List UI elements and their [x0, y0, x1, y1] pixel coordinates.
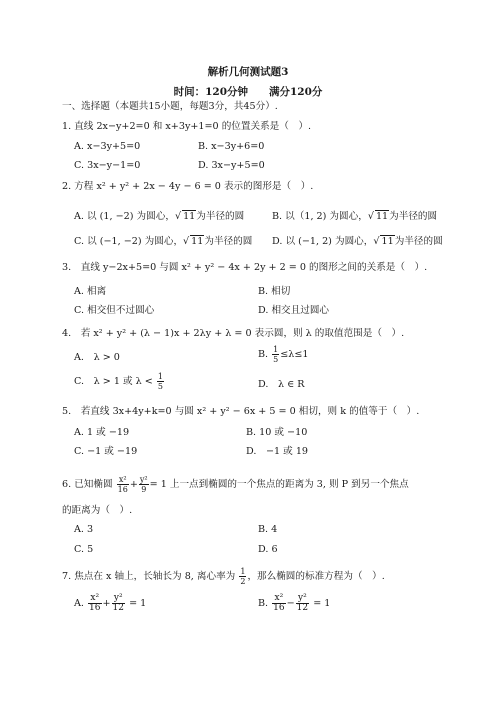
q3-option-c: C. 相交但不过圆心 — [74, 305, 155, 316]
q6-option-b: B. 4 — [258, 524, 278, 535]
q7-b-rhs: = 1 — [313, 598, 331, 609]
q7-option-a — [74, 594, 146, 613]
q2-b-radicand: 11 — [375, 211, 389, 222]
q7-a-d2: 12 — [112, 603, 124, 613]
q4-b-fraction — [272, 345, 279, 364]
q7-eccentricity — [239, 567, 246, 586]
q2-option-d — [272, 235, 443, 248]
sqrt-icon: √ 11 — [174, 211, 196, 222]
doc-title: 解析几何测试题3 — [207, 66, 289, 78]
q4-c-den: 5 — [157, 382, 163, 391]
q4-b-num: 1 — [273, 345, 279, 354]
q4-option-d: D. λ ∈ R — [258, 379, 305, 390]
q2-c-radicand: 11 — [191, 236, 204, 247]
doc-subtitle: 时间：120分钟 满分120分 — [173, 86, 323, 98]
q7-b-d2: 12 — [296, 603, 309, 613]
q2-option-a — [74, 210, 244, 223]
q6-f2-den: 9 — [141, 485, 147, 494]
q2-b-suffix: 为半径的圆 — [389, 211, 438, 222]
q1-option-b: B. x−3y+6=0 — [198, 141, 265, 152]
q4-b-den: 5 — [273, 355, 279, 364]
q1-option-c: C. 3x−y−1=0 — [74, 160, 141, 171]
q5-option-d: D. −1 或 19 — [246, 446, 309, 457]
q7-e-num: 1 — [240, 567, 246, 576]
q2-d-radicand: 11 — [381, 236, 394, 247]
q5-option-a: A. 1 或 −19 — [74, 427, 130, 438]
q3-stem: 3. 直线 y−2x+5=0 与圆 x² + y² − 4x + 2y + 2 = 0 的图形之间的关系是（ ）. — [62, 262, 428, 273]
q7-suffix: ，那么椭圆的标准方程为（ ）. — [247, 571, 385, 582]
q6-fraction-y — [139, 475, 149, 494]
q2-a-suffix: 为半径的圆 — [196, 211, 245, 222]
q6-fraction-x — [117, 475, 129, 494]
q6-option-c: C. 5 — [74, 544, 94, 555]
q1-stem: 1. 直线 2x−y+2=0 和 x+3y+1=0 的位置关系是（ ）. — [62, 121, 312, 132]
q7-a-frac-x — [88, 594, 101, 613]
q7-a-rhs: = 1 — [129, 598, 147, 609]
sqrt-icon: √ 11 — [183, 236, 204, 247]
q7-b-frac-x — [272, 594, 285, 613]
q2-option-c — [74, 235, 252, 248]
q6-plus: + — [129, 479, 138, 490]
q4-b-label: B. — [258, 349, 269, 360]
q6-continuation: 的距离为（ ）. — [62, 505, 133, 516]
q7-b-n2: y² — [296, 594, 309, 604]
q5-option-b: B. 10 或 −10 — [246, 427, 308, 438]
q3-option-b: B. 相切 — [258, 286, 291, 297]
q1-option-d: D. 3x−y+5=0 — [198, 160, 265, 171]
q6-prefix: 6. 已知椭圆 — [62, 479, 113, 490]
q2-c-text: C. 以 (−1, −2) 为圆心， — [74, 236, 184, 247]
q2-d-suffix: 为半径的圆 — [394, 236, 443, 247]
q7-a-n1: x² — [88, 594, 101, 604]
q2-a-text: A. 以 (1, −2) 为圆心， — [74, 211, 175, 222]
q5-stem: 5. 若直线 3x+4y+k=0 与圆 x² + y² − 6x + 5 = 0 相切，则 k 的值等于（ ）. — [62, 406, 420, 417]
q7-b-label: B. — [258, 598, 269, 609]
q6-option-d: D. 6 — [258, 544, 278, 555]
q7-b-frac-y — [296, 594, 309, 613]
q7-prefix: 7. 焦点在 x 轴上，长轴长为 8, 离心率为 — [62, 571, 236, 582]
section-heading: 一、选择题（本题共15小题，每题3分，共45分）. — [62, 101, 278, 112]
q6-f2-num: y² — [139, 475, 148, 484]
q7-a-label: A. — [74, 598, 84, 609]
q4-option-c — [74, 372, 165, 391]
q4-stem: 4. 若 x² + y² + (λ − 1)x + 2λy + λ = 0 表示圆，则 λ 的取值范围是（ ）. — [62, 328, 405, 339]
q6-f1-den: 16 — [117, 485, 128, 494]
q4-c-text: C. λ > 1 或 λ < — [74, 376, 153, 387]
q7-b-d1: 16 — [273, 603, 285, 613]
q4-c-fraction — [157, 372, 164, 391]
q7-a-d1: 16 — [89, 603, 101, 613]
q7-b-n1: x² — [272, 594, 285, 604]
q2-b-text: B. 以（1, 2) 为圆心， — [272, 211, 368, 222]
q7-stem — [62, 567, 385, 586]
q6-option-a: A. 3 — [74, 524, 94, 535]
q6-f1-num: x² — [117, 475, 129, 485]
q4-option-b — [258, 345, 309, 364]
q2-c-suffix: 为半径的圆 — [204, 236, 253, 247]
q3-option-a: A. 相离 — [74, 286, 107, 297]
q4-option-a: A. λ > 0 — [74, 352, 120, 363]
q2-option-b — [272, 210, 437, 223]
q7-a-frac-y — [112, 594, 125, 613]
q3-option-d: D. 相交且过圆心 — [258, 305, 330, 316]
q5-option-c: C. −1 或 −19 — [74, 446, 138, 457]
q6-stem — [62, 475, 409, 494]
sqrt-icon: √ 11 — [373, 236, 394, 247]
q2-d-text: D. 以 (−1, 2) 为圆心， — [272, 236, 374, 247]
q2-stem: 2. 方程 x² + y² + 2x − 4y − 6 = 0 表示的图形是（ ）. — [62, 181, 314, 192]
q1-option-a: A. x−3y+5=0 — [74, 141, 141, 152]
q2-a-radicand: 11 — [183, 211, 196, 222]
q7-a-op: + — [102, 598, 111, 609]
q7-option-b — [258, 594, 330, 613]
q7-b-op: − — [286, 598, 295, 609]
q7-a-n2: y² — [112, 594, 125, 604]
q6-suffix: = 1 上一点到椭圆的一个焦点的距离为 3, 则 P 到另一个焦点 — [149, 479, 409, 490]
q7-e-den: 2 — [240, 577, 246, 586]
q4-c-num: 1 — [157, 372, 163, 381]
sqrt-icon: √ 11 — [367, 211, 389, 222]
q4-b-suffix: ≤λ≤1 — [280, 349, 309, 360]
